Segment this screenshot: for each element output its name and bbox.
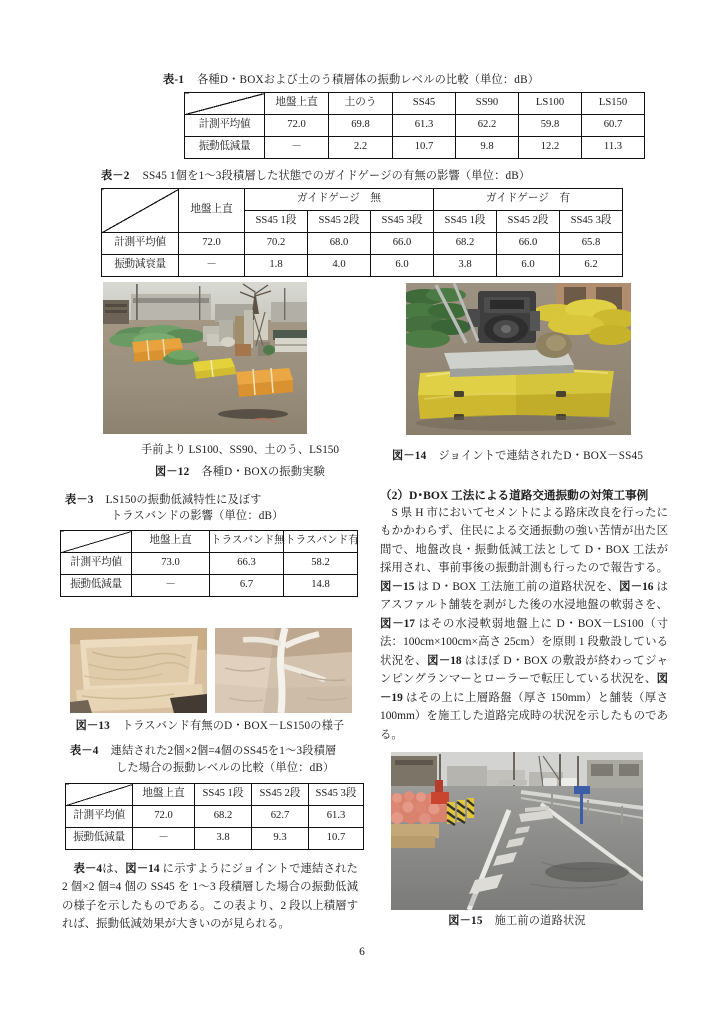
table-row <box>61 553 358 575</box>
figure14-photo-graphic <box>406 283 631 435</box>
table2-r1c0: 1.8 <box>245 255 308 277</box>
table2-r0c1: 68.0 <box>308 233 371 255</box>
corner-cell <box>102 189 179 233</box>
table2-sub-1: SS45 2段 <box>308 211 371 233</box>
table1-col-5: LS100 <box>519 93 582 115</box>
section-body-segment-8: はほぼ D・BOX の敷設が終わってジャンピングランマーとローラーで転圧している状況を、 <box>380 654 668 686</box>
figure15-photo-graphic <box>391 752 643 910</box>
table1-col-3: SS45 <box>393 93 456 115</box>
table2-r1c1: 4.0 <box>308 255 371 277</box>
table2-r0c4: 66.0 <box>497 233 560 255</box>
table3-r0c2: 58.2 <box>284 553 358 575</box>
table4-r1c1: 3.8 <box>195 828 252 850</box>
figure14-photo <box>406 283 631 435</box>
figure15-photo <box>391 752 643 910</box>
table-row <box>61 575 358 597</box>
table4-r0c3: 61.3 <box>309 806 364 828</box>
table1-col-2: 土のう <box>329 93 393 115</box>
bottom-paragraph <box>62 860 358 934</box>
table-header-row <box>61 531 358 553</box>
figure12-note-text: 手前より LS100、SS90、土のう、LS150 <box>141 444 339 456</box>
table4-caption-line2-wrap <box>116 760 416 776</box>
table-header-row-group <box>102 189 623 211</box>
table3-caption-line1: LS150の振動低減特性に及ぼす <box>105 494 262 506</box>
section-body-segment-1: 図－15 <box>380 580 415 593</box>
section-body-segment-4: はアスファルト舗装を剥がした後の水浸地盤の軟弱さを、 <box>380 580 668 612</box>
table2-r1c3: 3.8 <box>434 255 497 277</box>
table4-r1c2: 9.3 <box>252 828 309 850</box>
corner-cell <box>185 93 265 115</box>
table2-sub-5: SS45 3段 <box>560 211 623 233</box>
figure12-photo <box>103 282 307 434</box>
figure13-right-graphic <box>215 628 352 713</box>
table2-r1-base: － <box>179 255 245 277</box>
table1-r0c4: 59.8 <box>519 115 582 137</box>
figure12-note <box>115 442 365 458</box>
table2-r0-base: 72.0 <box>179 233 245 255</box>
table4-row1-label: 振動低減量 <box>66 828 133 850</box>
table2-r0c3: 68.2 <box>434 233 497 255</box>
table1-r1c3: 9.8 <box>456 137 519 159</box>
table4-r0c2: 62.7 <box>252 806 309 828</box>
section-body-segment-5: 図－17 <box>380 617 415 630</box>
table2-group-with-guide: ガイドゲージ 有 <box>434 189 623 211</box>
table4-col-2: SS45 1段 <box>195 784 252 806</box>
table3-col-3: トラスバンド有 <box>284 531 358 553</box>
table4-r1c0: － <box>133 828 195 850</box>
table3-row0-label: 計測平均値 <box>61 553 132 575</box>
table4-col-4: SS45 3段 <box>309 784 364 806</box>
table-row <box>66 828 364 850</box>
figure15-caption <box>391 913 643 929</box>
table1-r0c3: 62.2 <box>456 115 519 137</box>
table2-group-no-guide: ガイドゲージ 無 <box>245 189 434 211</box>
figure12-caption-text: 各種D・BOXの振動実験 <box>201 466 325 478</box>
table2-r0c5: 65.8 <box>560 233 623 255</box>
table4-caption-line1: 連結された2個×2個=4個のSS45を1～3段積層 <box>110 745 337 757</box>
table2-sub-3: SS45 1段 <box>434 211 497 233</box>
table1 <box>184 92 645 159</box>
page-number-text: 6 <box>359 946 365 958</box>
table2-r0c2: 66.0 <box>371 233 434 255</box>
table2-caption <box>101 168 701 184</box>
figure12-label: 図－12 <box>155 466 190 478</box>
table-row <box>102 255 623 277</box>
section-body-segment-2: は D・BOX 工法施工前の道路状況を、 <box>414 580 620 593</box>
section-body <box>380 504 668 744</box>
table4-caption <box>70 743 400 759</box>
table3-caption-line2: トラスバンドの影響（単位：dB） <box>111 510 284 522</box>
table1-r0c5: 60.7 <box>582 115 645 137</box>
table3-col-1: 地盤上直 <box>132 531 210 553</box>
figure15-caption-text: 施工前の道路状況 <box>494 915 586 927</box>
table4-r1c3: 10.7 <box>309 828 364 850</box>
figure14-caption <box>392 448 647 464</box>
section-body-segment-9: 図－19 <box>380 673 668 704</box>
figure13-label: 図－13 <box>75 720 110 732</box>
table1-r1c5: 11.3 <box>582 137 645 159</box>
section-body-segment-6: はその水浸軟弱地盤上に D・BOX－LS100（寸法：100cm×100cm×高さ 25cm）を原則 1 段敷設している状況を、 <box>380 617 668 667</box>
table2-row1-label: 振動減衰量 <box>102 255 179 277</box>
figure12-photo-graphic <box>103 282 307 434</box>
table3-r0c0: 73.0 <box>132 553 210 575</box>
table3-r1c0: － <box>132 575 210 597</box>
table1-r0c0: 72.0 <box>265 115 329 137</box>
table-row <box>66 806 364 828</box>
figure13-caption <box>60 718 360 734</box>
table3-caption <box>65 492 385 508</box>
table2-sub-2: SS45 3段 <box>371 211 434 233</box>
table1-r1c4: 12.2 <box>519 137 582 159</box>
table2-first-col-header: 地盤上直 <box>179 189 245 233</box>
section-body-segment-3: 図－16 <box>619 580 654 593</box>
table4-caption-line2: した場合の振動レベルの比較（単位：dB） <box>116 762 335 774</box>
page-number <box>0 946 724 958</box>
table4-r0c0: 72.0 <box>133 806 195 828</box>
table3-r1c1: 6.7 <box>210 575 284 597</box>
figure12-caption <box>115 464 365 480</box>
figure13-caption-text: トラスバンド有無のD・BOX－LS150の様子 <box>121 720 345 732</box>
table1-row0-label: 計測平均値 <box>185 115 265 137</box>
table-header-row <box>185 93 645 115</box>
table4 <box>65 783 364 850</box>
table1-caption <box>163 72 683 88</box>
table1-r1c2: 10.7 <box>393 137 456 159</box>
table3 <box>60 530 358 597</box>
bottom-paragraph-segment-1: 表－4 <box>73 863 103 875</box>
bottom-paragraph-segment-0 <box>62 863 74 875</box>
corner-cell <box>66 784 133 806</box>
table2-sub-4: SS45 2段 <box>497 211 560 233</box>
table1-r0c2: 61.3 <box>393 115 456 137</box>
table1-r0c1: 69.8 <box>329 115 393 137</box>
table3-r1c2: 14.8 <box>284 575 358 597</box>
table2-row0-label: 計測平均値 <box>102 233 179 255</box>
table1-r1c0: － <box>265 137 329 159</box>
bottom-paragraph-segment-3: 図－14 <box>125 863 160 875</box>
figure13-photo-right <box>215 628 352 713</box>
table1-caption-label: 表-1 <box>163 74 185 86</box>
table2-r1c2: 6.0 <box>371 255 434 277</box>
table3-r0c1: 66.3 <box>210 553 284 575</box>
table-row <box>102 233 623 255</box>
table2-caption-text: SS45 1個を1～3段積層した状態でのガイドゲージの有無の影響（単位：dB） <box>142 170 531 182</box>
table-row <box>185 115 645 137</box>
table2-sub-0: SS45 1段 <box>245 211 308 233</box>
table2-r0c0: 70.2 <box>245 233 308 255</box>
table3-row1-label: 振動低減量 <box>61 575 132 597</box>
section-body-segment-10: はその上に上層路盤（厚さ 150mm）と舗装（厚さ 100mm）を施工した道路完成時の状況を示したものである。 <box>380 691 668 741</box>
table4-col-1: 地盤上直 <box>133 784 195 806</box>
section-heading-text: （2）D･BOX 工法による道路交通振動の対策工事例 <box>380 489 649 502</box>
table4-caption-label: 表－4 <box>70 745 99 757</box>
table3-col-2: トラスバンド無 <box>210 531 284 553</box>
section-heading <box>380 487 670 504</box>
table2-r1c5: 6.2 <box>560 255 623 277</box>
table1-col-6: LS150 <box>582 93 645 115</box>
table1-col-1: 地盤上直 <box>265 93 329 115</box>
table2 <box>101 188 623 277</box>
table1-col-4: SS90 <box>456 93 519 115</box>
figure13-left-graphic <box>70 628 207 713</box>
bottom-paragraph-segment-4: に示すようにジョイントで連結された 2 個×2 個=4 個の SS45 を 1～3 段積層した場合の振動低減の様子を示したものである。この表より、2 段以上積層すれば、振動低減効果が大きいのが見られる。 <box>62 863 358 931</box>
table3-caption-label: 表－3 <box>65 494 94 506</box>
table1-r1c1: 2.2 <box>329 137 393 159</box>
section-body-segment-7: 図－18 <box>427 654 462 667</box>
figure14-caption-text: ジョイントで連結されたD・BOX－SS45 <box>438 450 644 462</box>
section-body-segment-0: S 県 H 市においてセメントによる路床改良を行ったにもかかわらず、住民による交通振動の強い苦情が出た区間で、地盤改良・振動低減工法として D・BOX 工法が採用され、事前事後の振動計測も行ったので報告する。 <box>380 507 668 575</box>
table-header-row <box>66 784 364 806</box>
table4-col-3: SS45 2段 <box>252 784 309 806</box>
table4-row0-label: 計測平均値 <box>66 806 133 828</box>
figure14-label: 図－14 <box>392 450 427 462</box>
table3-caption-line2-wrap <box>111 508 411 524</box>
figure15-label: 図－15 <box>448 915 483 927</box>
table2-r1c4: 6.0 <box>497 255 560 277</box>
table1-caption-text: 各種D・BOXおよび土のう積層体の振動レベルの比較（単位：dB） <box>197 74 540 86</box>
table1-row1-label: 振動低減量 <box>185 137 265 159</box>
corner-cell <box>61 531 132 553</box>
bottom-paragraph-segment-2: は、 <box>102 863 126 875</box>
table-row <box>185 137 645 159</box>
table4-r0c1: 68.2 <box>195 806 252 828</box>
figure13-photo-left <box>70 628 207 713</box>
table2-caption-label: 表－2 <box>101 170 130 182</box>
